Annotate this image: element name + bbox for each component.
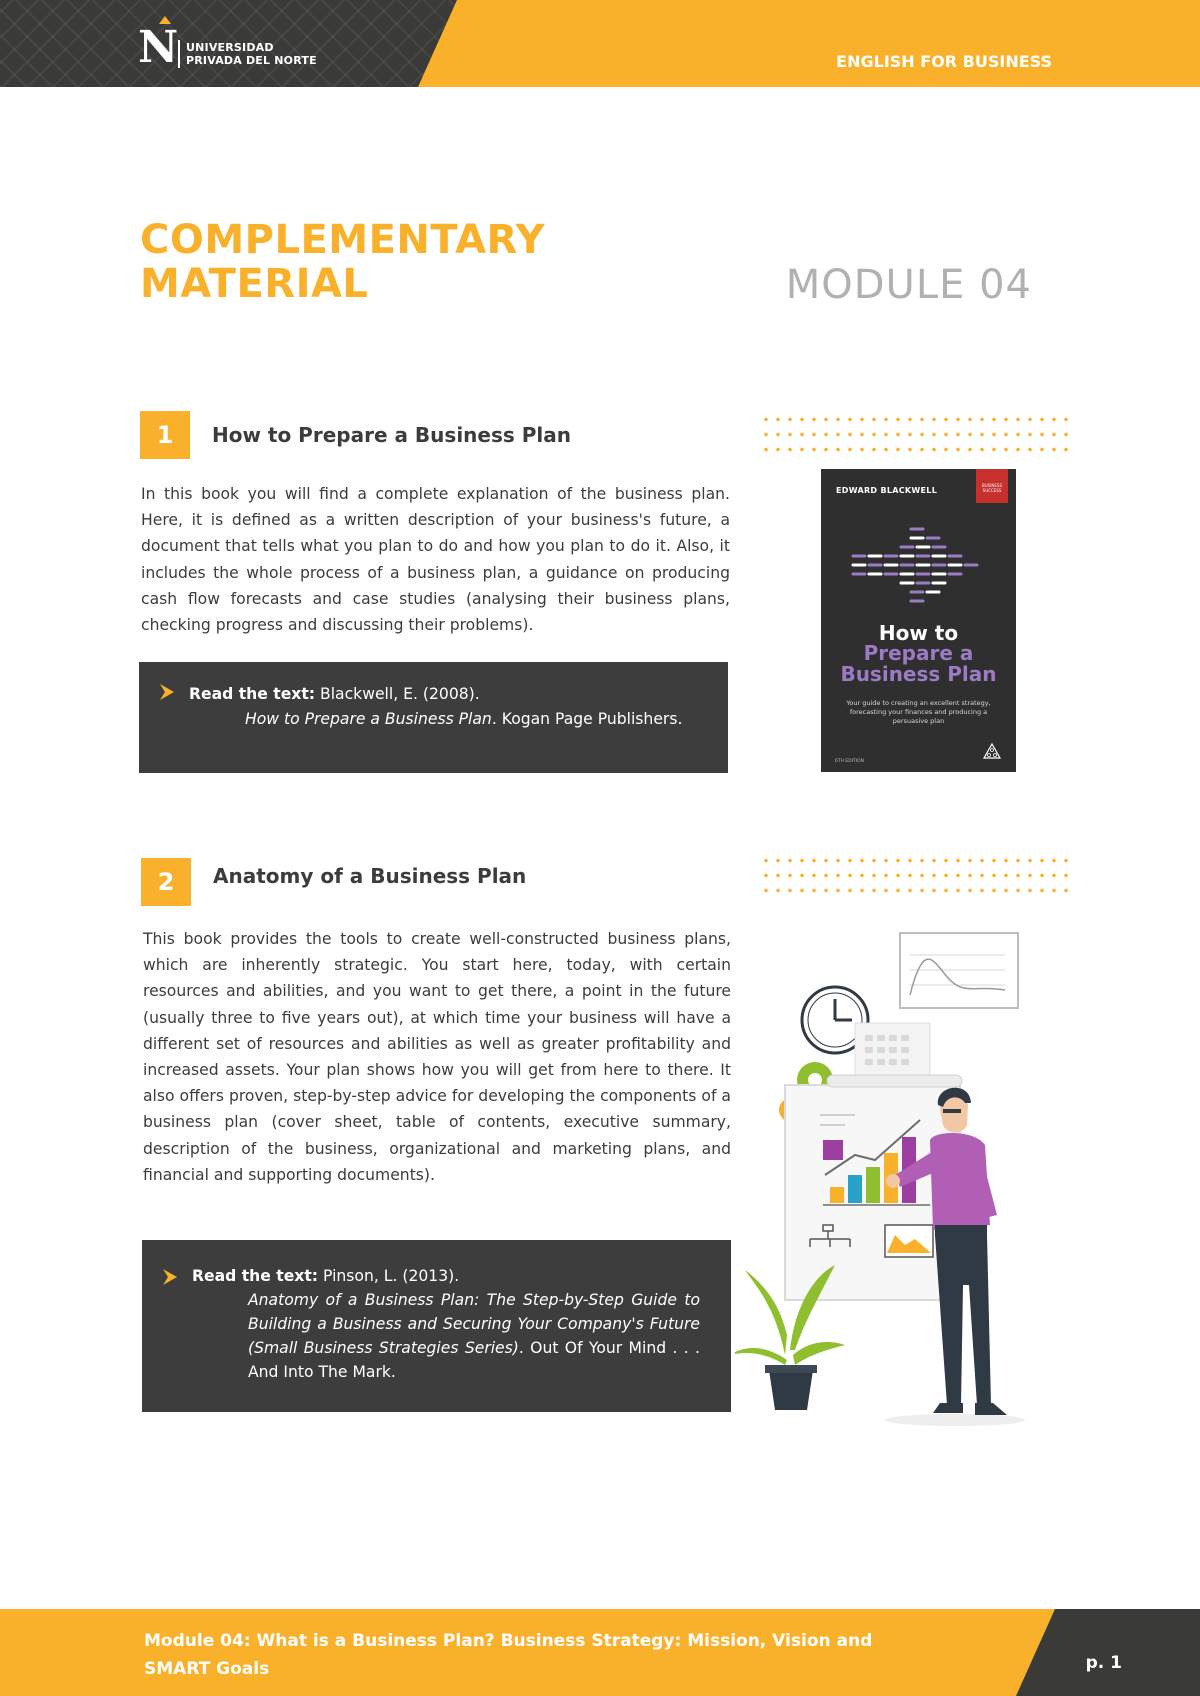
logo-letter: N [138, 22, 179, 73]
logo-text [186, 41, 317, 67]
section-1-reference-box [139, 662, 728, 773]
logo-divider [178, 40, 180, 68]
title-line-1: COMPLEMENTARY [140, 217, 546, 263]
arrows-illustration-icon [851, 524, 986, 609]
logo-line-2: PRIVADA DEL NORTE [186, 54, 317, 67]
citation-publisher: . Kogan Page Publishers. [491, 710, 683, 728]
read-label: Read the text: [189, 685, 316, 703]
book-title-lines [821, 643, 1016, 685]
chevron-arrow-icon [160, 1267, 180, 1287]
section-1-paragraph: In this book you will find a complete explanation of the business plan. Here, it is defined as a written description of your business's future, a document that tells what you plan to do and how you plan to do it. Also, it includes the whole process of a business plan, a guidance on producing cash flow forecasts and case studies (analysing their business plans, checking progress and discussing their problems). [141, 485, 730, 635]
page-number: p. 1 [1085, 1653, 1122, 1673]
footer-module-title: Module 04: What is a Business Plan? Business Strategy: Mission, Vision and SMART Goals [144, 1631, 873, 1679]
book-series-tag: BUSINESS SUCCESS [976, 469, 1008, 503]
read-label: Read the text: [192, 1267, 319, 1285]
publisher-logo-icon [982, 742, 1002, 762]
book-subtitle: Your guide to creating an excellent strategy, forecasting your finances and producing a persuasive plan [846, 699, 991, 725]
course-name: ENGLISH FOR BUSINESS [836, 52, 1052, 71]
book-title-line-3: Business Plan [840, 662, 997, 686]
section-2-citation-rest [248, 1288, 700, 1384]
section-2-citation-line [192, 1264, 459, 1288]
title-line-2: MATERIAL [140, 261, 369, 307]
page-footer [0, 1609, 1200, 1696]
book-title-line-1: How to [878, 621, 959, 645]
citation-publisher: . Out Of Your Mind . . . And Into The Mark. [248, 1339, 701, 1381]
page-header [0, 0, 1200, 87]
page-title [140, 218, 545, 306]
business-presentation-illustration [735, 925, 1055, 1430]
section-1-citation-line [189, 682, 480, 706]
university-logo [138, 16, 338, 74]
citation-author: Blackwell, E. (2008). [320, 685, 480, 703]
section-2-reference-box [142, 1240, 731, 1412]
decorative-dots-1 [760, 412, 1070, 458]
section-2-number: 2 [141, 858, 191, 906]
section-1-heading: How to Prepare a Business Plan [212, 423, 571, 447]
book-title-line-2: Prepare a [863, 641, 974, 665]
book-edition: 6TH EDITION [835, 759, 865, 764]
decorative-dots-2 [760, 853, 1070, 899]
book-author: EDWARD BLACKWELL [836, 486, 938, 495]
book-cover [821, 469, 1016, 772]
chevron-arrow-icon [157, 682, 177, 702]
module-label: MODULE 04 [785, 262, 1032, 308]
section-2-heading: Anatomy of a Business Plan [213, 864, 527, 888]
section-1-number: 1 [140, 411, 190, 459]
section-1-citation-rest [245, 707, 697, 731]
line-chart-card-icon [900, 933, 1018, 1008]
citation-title: How to Prepare a Business Plan [245, 710, 492, 728]
citation-title: Anatomy of a Business Plan: The Step-by-Step Guide to Building a Business and Securing Your Company's Future (Small Business Strategies Series) [248, 1291, 700, 1357]
logo-line-1: UNIVERSIDAD [186, 41, 274, 54]
section-2-paragraph: This book provides the tools to create well-constructed business plans, which are inherently strategic. You start here, today, with certain resources and abilities, and you want to get there, a point in the future (usually three to five years out), at which time your business will have a different set of resources and abilities as well as greater profitability and increased assets. Your plan shows how you will get from here to there. It also offers proven, step-by-step advice for developing the components of a business plan (cover sheet, table of contents, executive summary, description of the business, organizational and marketing plans, and financial and supporting documents). [143, 930, 731, 1184]
citation-author: Pinson, L. (2013). [323, 1267, 460, 1285]
